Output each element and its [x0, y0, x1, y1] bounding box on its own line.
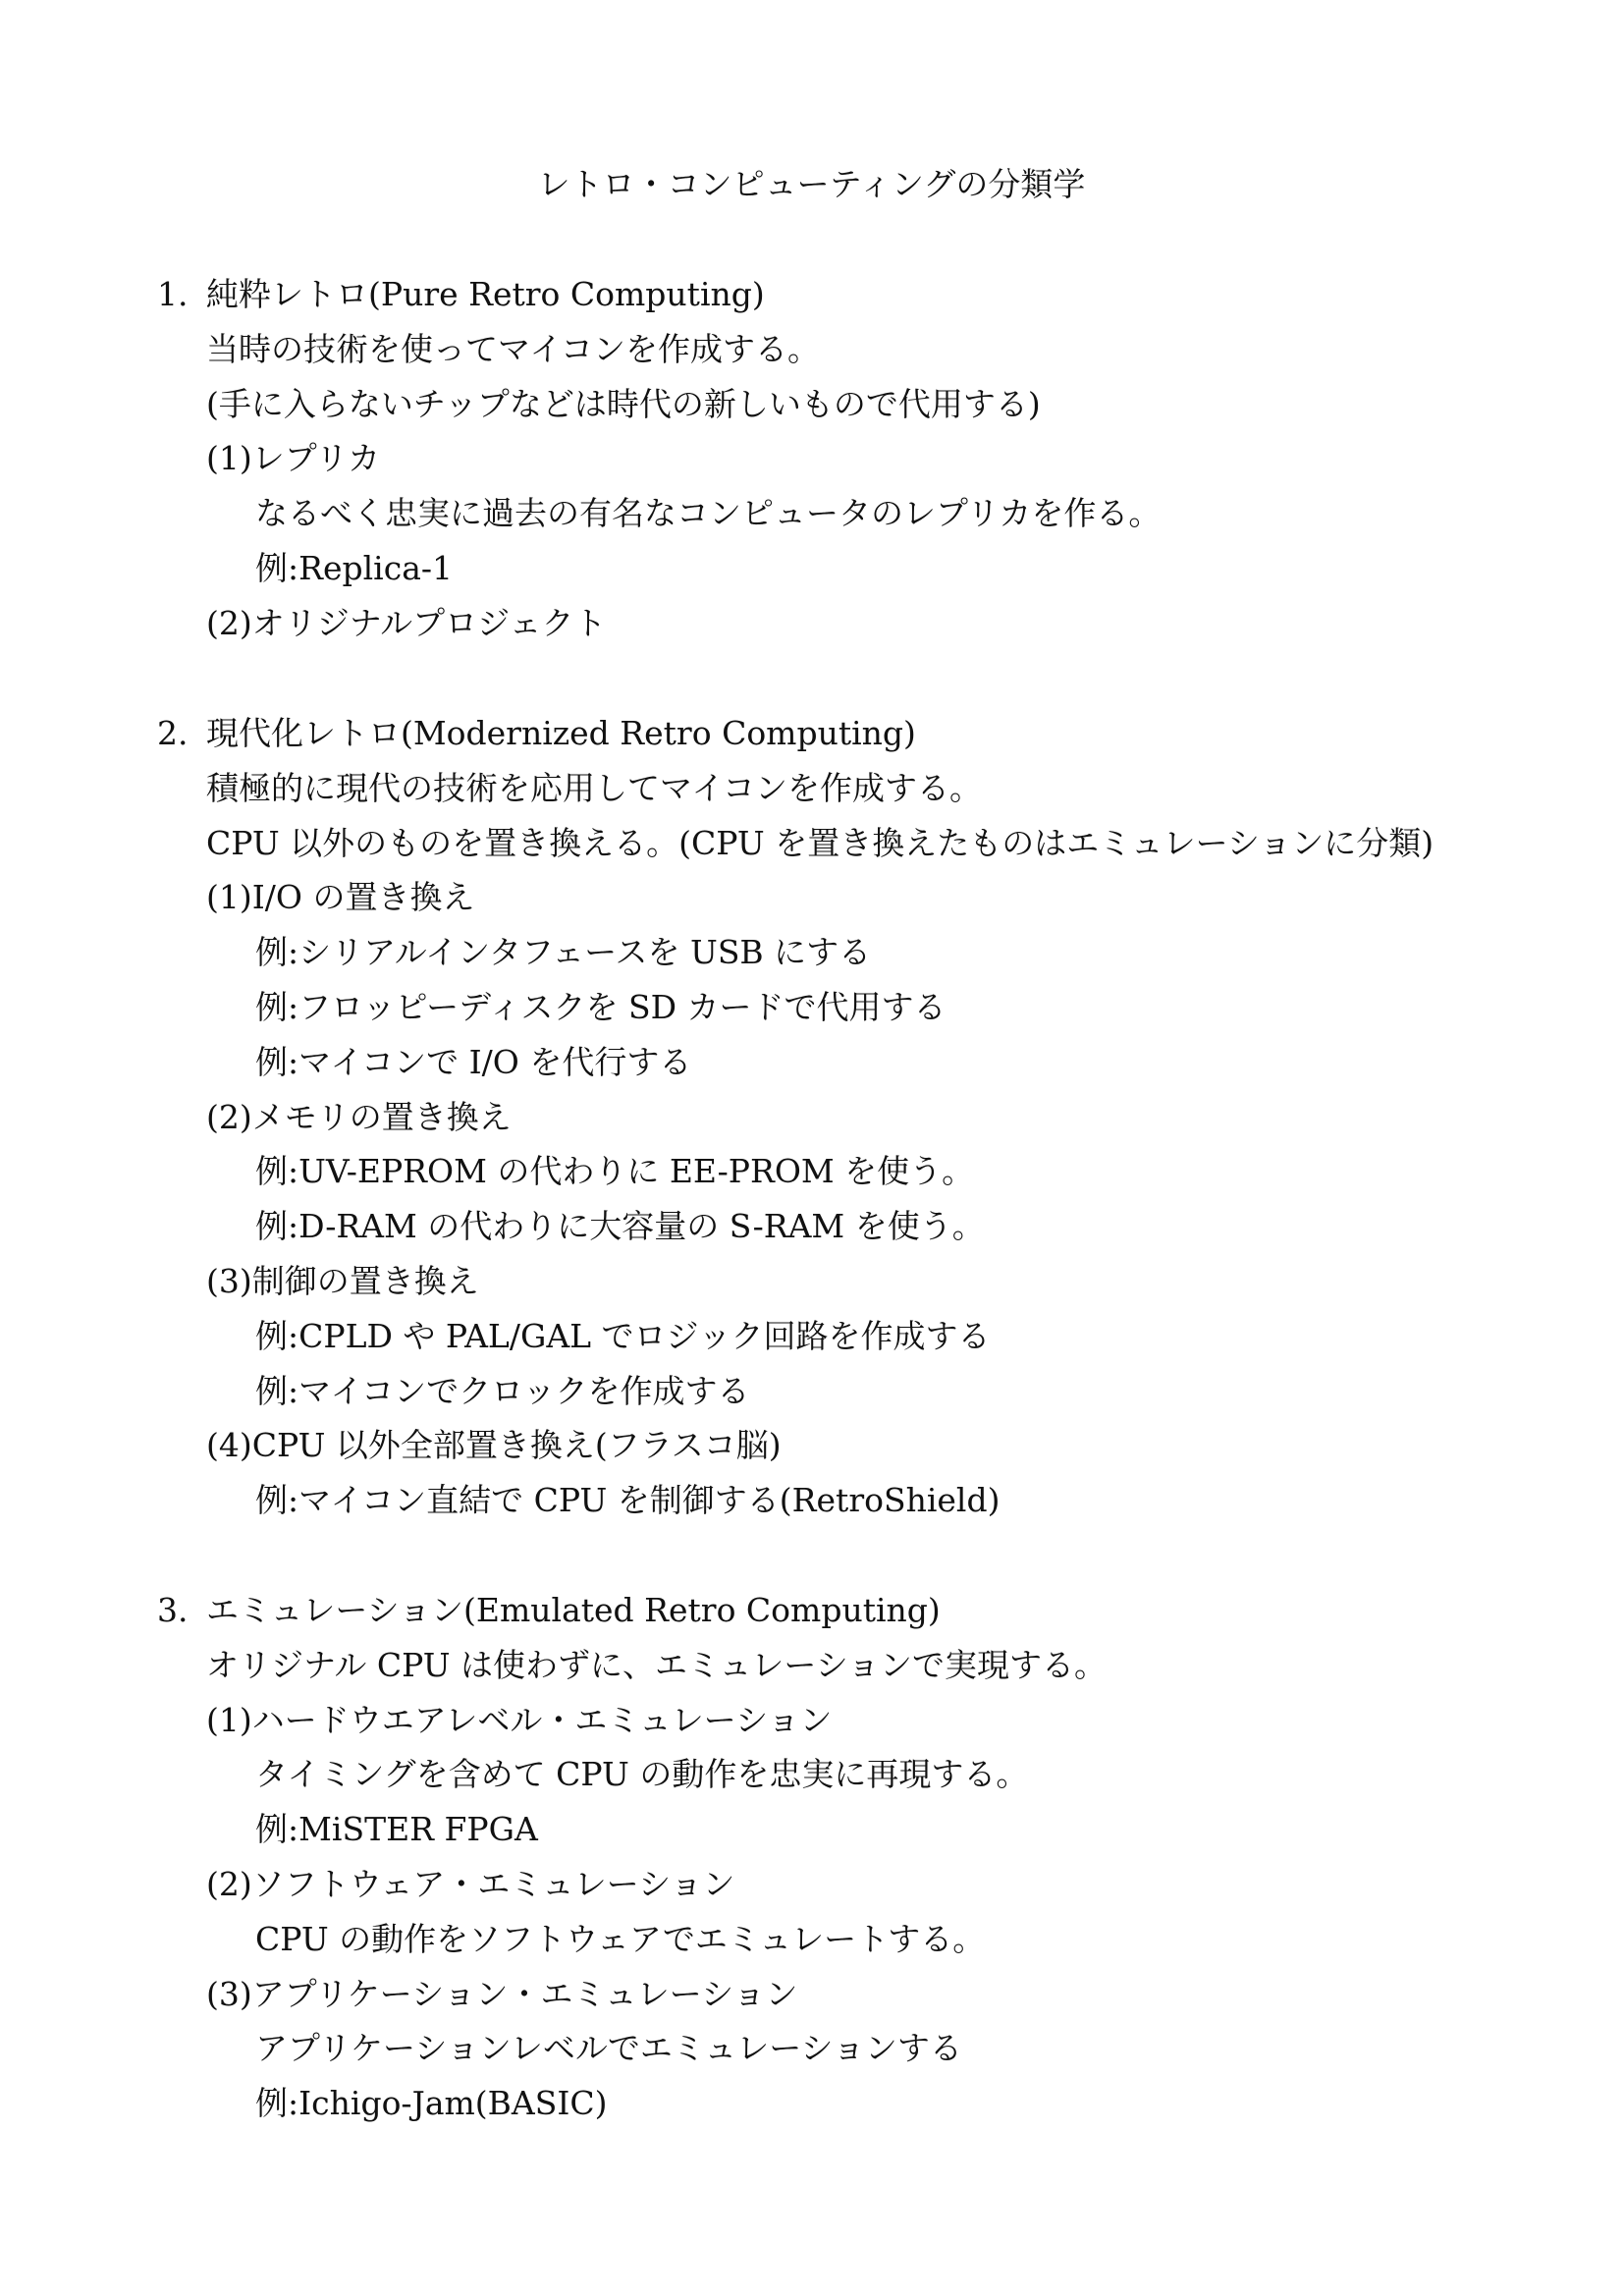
section-heading: [157, 1583, 1532, 1638]
section-description: 積極的に現代の技術を応用してマイコンを作成する。: [206, 768, 983, 807]
item-label: (2): [206, 1097, 252, 1136]
item-label: (4): [206, 1426, 252, 1465]
item-line: 例:Ichigo-Jam(BASIC): [255, 2084, 608, 2123]
section-3: [157, 1583, 1532, 2131]
item-label: (2): [206, 603, 252, 642]
section-description: オリジナル CPU は使わずに、エミュレーションで実現する。: [206, 1645, 1108, 1684]
item-line: 例:フロッピーディスクを SD カードで代用する: [255, 987, 947, 1026]
item-label: (3): [206, 1261, 252, 1300]
section-number: 2.: [157, 714, 189, 752]
section-heading: [157, 706, 1532, 761]
item-line: アプリケーションレベルでエミュレーションする: [255, 2029, 962, 2068]
item-title: ハードウエアレベル・エミュレーション: [251, 1700, 833, 1739]
item-title: 制御の置き換え: [251, 1261, 479, 1300]
item-title: レプリカ: [251, 439, 381, 478]
document-title: レトロ・コンピューティングの分類学: [537, 165, 1086, 203]
item-line: 例:シリアルインタフェースを USB にする: [255, 933, 872, 972]
item-label: (2): [206, 1864, 252, 1903]
section-title: エミュレーション(Emulated Retro Computing): [206, 1591, 941, 1629]
item-heading: [157, 431, 1532, 486]
item-heading: [157, 1254, 1532, 1309]
item-line: 例:マイコンでクロックを作成する: [255, 1371, 750, 1410]
item-heading: [157, 1857, 1532, 1912]
item-line: 例:UV-EPROM の代わりに EE-PROM を使う。: [255, 1152, 975, 1191]
section-number: 1.: [157, 275, 189, 313]
item-line: タイミングを含めて CPU の動作を忠実に再現する。: [255, 1755, 1029, 1794]
item-title: I/O の置き換え: [251, 878, 475, 917]
item-title: オリジナルプロジェクト: [251, 603, 607, 642]
section-2: [157, 706, 1532, 1528]
item-line: 例:Replica-1: [255, 548, 454, 587]
section-heading: [157, 267, 1532, 322]
item-line: 例:CPLD や PAL/GAL でロジック回路を作成する: [255, 1316, 991, 1355]
item-line: 例:マイコンで I/O を代行する: [255, 1042, 692, 1081]
item-label: (1): [206, 878, 252, 917]
item-title: アプリケーション・エミュレーション: [251, 1974, 798, 2013]
item-line: 例:D-RAM の代わりに大容量の S-RAM を使う。: [255, 1207, 985, 1246]
item-line: 例:マイコン直結で CPU を制御する(RetroShield): [255, 1481, 1001, 1520]
item-heading: [157, 870, 1532, 925]
section-title: 純粋レトロ(Pure Retro Computing): [206, 275, 765, 313]
section-number: 3.: [157, 1591, 189, 1629]
section-description: 当時の技術を使ってマイコンを作成する。: [206, 329, 821, 368]
section-description: CPU 以外のものを置き換える。(CPU を置き換えたものはエミュレーションに分類): [206, 823, 1434, 862]
item-line: なるべく忠実に過去の有名なコンピュータのレプリカを作る。: [255, 494, 1162, 533]
item-title: CPU 以外全部置き換え(フラスコ脳): [251, 1426, 782, 1465]
item-heading: [157, 1090, 1532, 1145]
item-heading: [157, 1967, 1532, 2022]
item-heading: [157, 1693, 1532, 1748]
item-title: メモリの置き換え: [251, 1097, 512, 1136]
item-line: CPU の動作をソフトウェアでエミュレートする。: [255, 1919, 986, 1958]
item-heading: [157, 596, 1532, 651]
item-line: 例:MiSTER FPGA: [255, 1810, 538, 1849]
item-heading: [157, 1418, 1532, 1473]
section-1: [157, 267, 1532, 651]
item-title: ソフトウェア・エミュレーション: [251, 1864, 735, 1903]
item-label: (3): [206, 1974, 252, 2013]
section-description: (手に入らないチップなどは時代の新しいもので代用する): [206, 384, 1041, 423]
section-title: 現代化レトロ(Modernized Retro Computing): [206, 714, 916, 752]
item-label: (1): [206, 1700, 252, 1739]
item-label: (1): [206, 439, 252, 478]
